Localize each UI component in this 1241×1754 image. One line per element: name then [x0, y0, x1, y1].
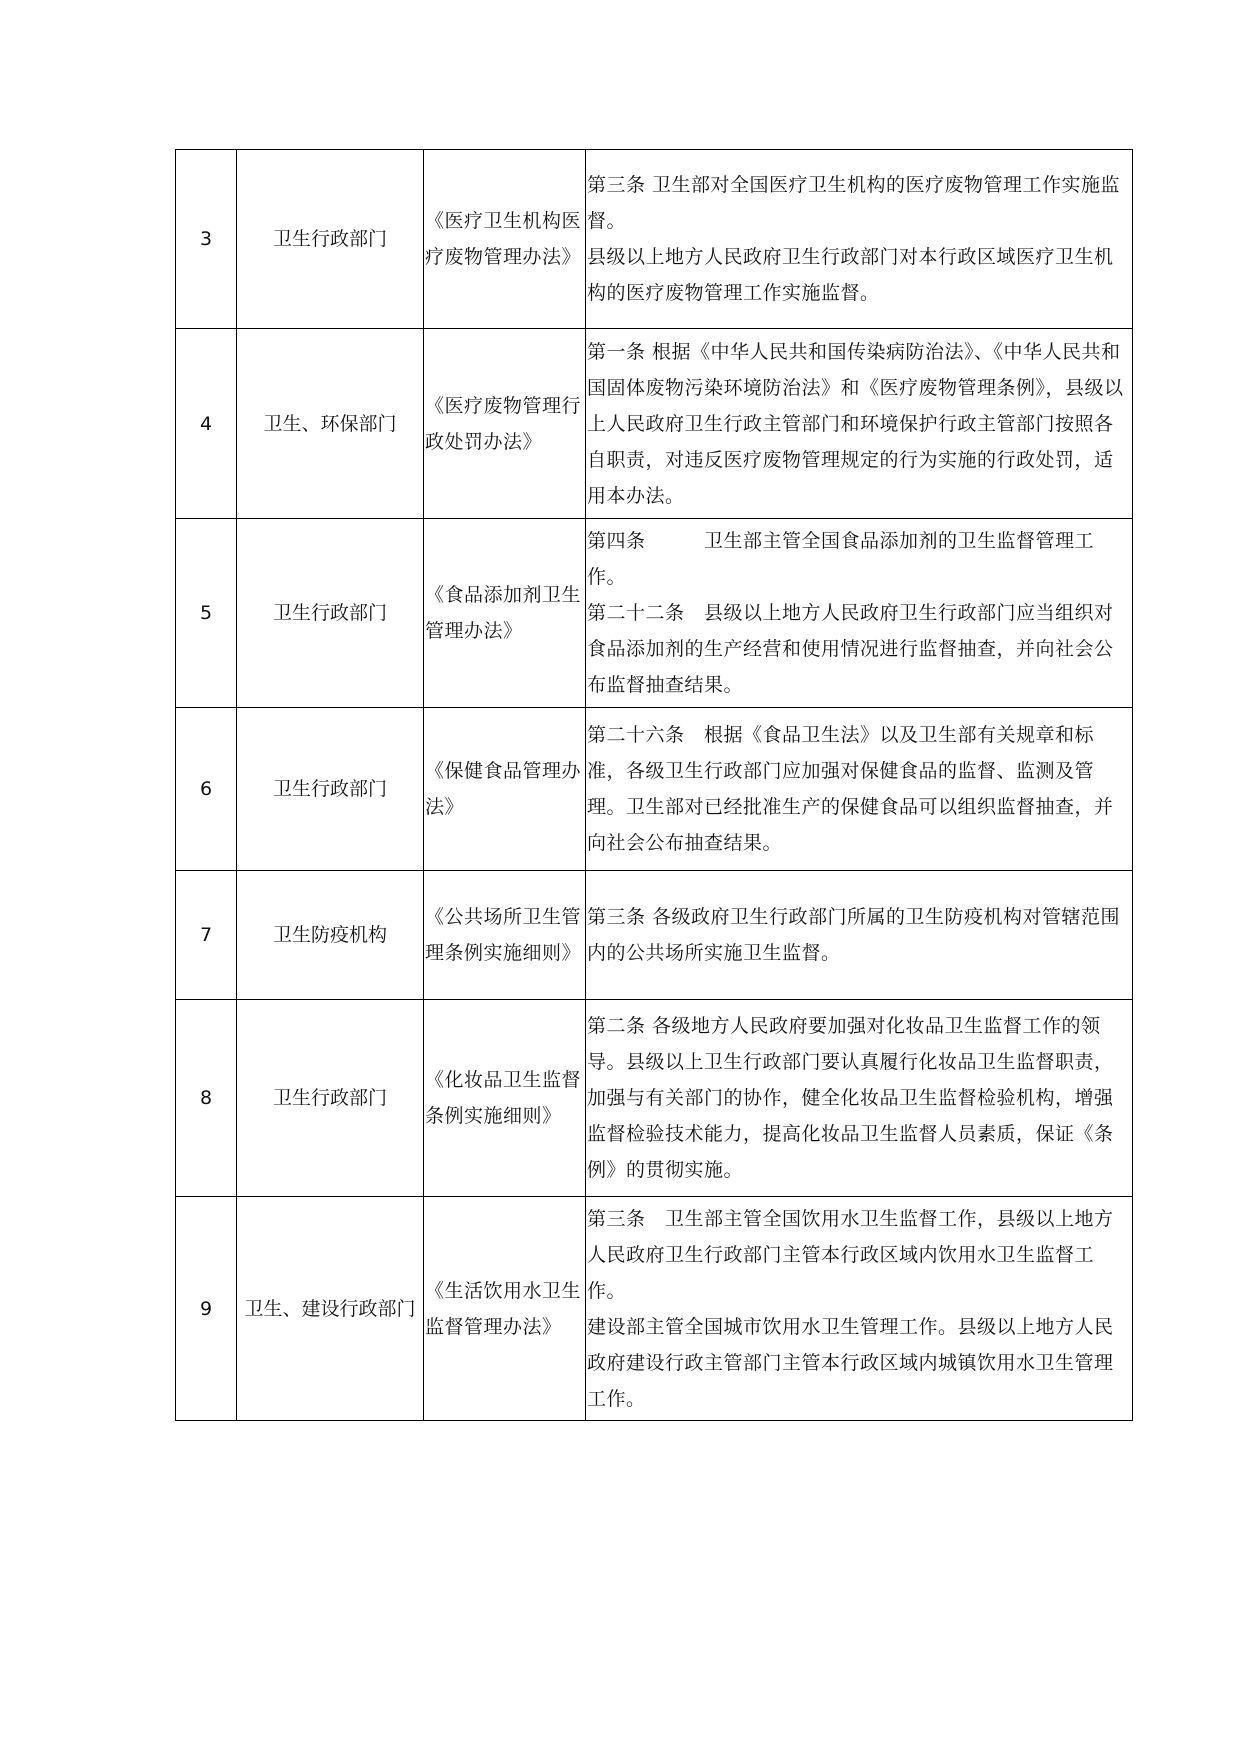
regulation-name-cell: 《公共场所卫生管理条例实施细则》 — [424, 871, 586, 1000]
table-row — [176, 150, 1133, 329]
department-cell: 卫生行政部门 — [237, 150, 424, 329]
article-text-cell — [586, 150, 1133, 329]
article-paragraph: 第二十六条 根据《食品卫生法》以及卫生部有关规章和标准，各级卫生行政部门应加强对保健食品的监督、监测及管理。卫生部对已经批准生产的保健食品可以组织监督抽查，并向社会公布抽查结果。 — [587, 724, 1114, 854]
table-row — [176, 519, 1133, 708]
article-text-cell — [586, 519, 1133, 708]
table-row — [176, 1000, 1133, 1197]
article-paragraph: 第二条 各级地方人民政府要加强对化妆品卫生监督工作的领导。县级以上卫生行政部门要认真履行化妆品卫生监督职责，加强与有关部门的协作，健全化妆品卫生监督检验机构，增强监督检验技术能力，提高化妆品卫生监督人员素质，保证《条例》的贯彻实施。 — [587, 1015, 1114, 1181]
regulation-name-cell: 《食品添加剂卫生管理办法》 — [424, 519, 586, 708]
article-paragraph: 县级以上地方人民政府卫生行政部门对本行政区域医疗卫生机构的医疗废物管理工作实施监督。 — [587, 246, 1114, 304]
article-paragraph: 第二十二条 县级以上地方人民政府卫生行政部门应当组织对食品添加剂的生产经营和使用情况进行监督抽查，并向社会公布监督抽查结果。 — [587, 602, 1114, 696]
article-paragraph: 第一条 根据《中华人民共和国传染病防治法》、《中华人民共和国固体废物污染环境防治法》和《医疗废物管理条例》，县级以上人民政府卫生行政主管部门和环境保护行政主管部门按照各自职责，对违反医疗废物管理规定的行为实施的行政处罚，适用本办法。 — [587, 340, 1124, 507]
row-number: 6 — [176, 708, 237, 871]
regulation-table — [175, 149, 1133, 1421]
regulation-name-cell: 《化妆品卫生监督条例实施细则》 — [424, 1000, 586, 1197]
article-paragraph: 第三条 各级政府卫生行政部门所属的卫生防疫机构对管辖范围内的公共场所实施卫生监督。 — [587, 906, 1121, 964]
row-number: 4 — [176, 329, 237, 519]
row-number: 5 — [176, 519, 237, 708]
article-paragraph: 第四条 卫生部主管全国食品添加剂的卫生监督管理工作。 — [587, 530, 1095, 588]
article-text-cell — [586, 1197, 1133, 1421]
regulation-name-cell: 《生活饮用水卫生监督管理办法》 — [424, 1197, 586, 1421]
article-text-cell — [586, 329, 1133, 519]
table-body — [176, 150, 1133, 1421]
department-cell: 卫生行政部门 — [237, 708, 424, 871]
article-text-cell — [586, 871, 1133, 1000]
department-cell: 卫生防疫机构 — [237, 871, 424, 1000]
department-cell: 卫生、环保部门 — [237, 329, 424, 519]
table-row — [176, 1197, 1133, 1421]
article-text-cell — [586, 708, 1133, 871]
row-number: 8 — [176, 1000, 237, 1197]
department-cell: 卫生行政部门 — [237, 519, 424, 708]
table-row — [176, 871, 1133, 1000]
article-paragraph: 第三条 卫生部对全国医疗卫生机构的医疗废物管理工作实施监督。 — [587, 174, 1121, 232]
regulation-name-cell: 《保健食品管理办法》 — [424, 708, 586, 871]
department-cell: 卫生、建设行政部门 — [237, 1197, 424, 1421]
row-number: 9 — [176, 1197, 237, 1421]
row-number: 3 — [176, 150, 237, 329]
row-number: 7 — [176, 871, 237, 1000]
table-row — [176, 329, 1133, 519]
article-paragraph: 第三条 卫生部主管全国饮用水卫生监督工作，县级以上地方人民政府卫生行政部门主管本行政区域内饮用水卫生监督工作。 — [587, 1207, 1114, 1302]
article-text-cell — [586, 1000, 1133, 1197]
department-cell: 卫生行政部门 — [237, 1000, 424, 1197]
regulation-name-cell: 《医疗废物管理行政处罚办法》 — [424, 329, 586, 519]
table-row — [176, 708, 1133, 871]
regulation-name-cell: 《医疗卫生机构医疗废物管理办法》 — [424, 150, 586, 329]
article-paragraph: 建设部主管全国城市饮用水卫生管理工作。县级以上地方人民政府建设行政主管部门主管本行政区域内城镇饮用水卫生管理工作。 — [587, 1315, 1114, 1410]
